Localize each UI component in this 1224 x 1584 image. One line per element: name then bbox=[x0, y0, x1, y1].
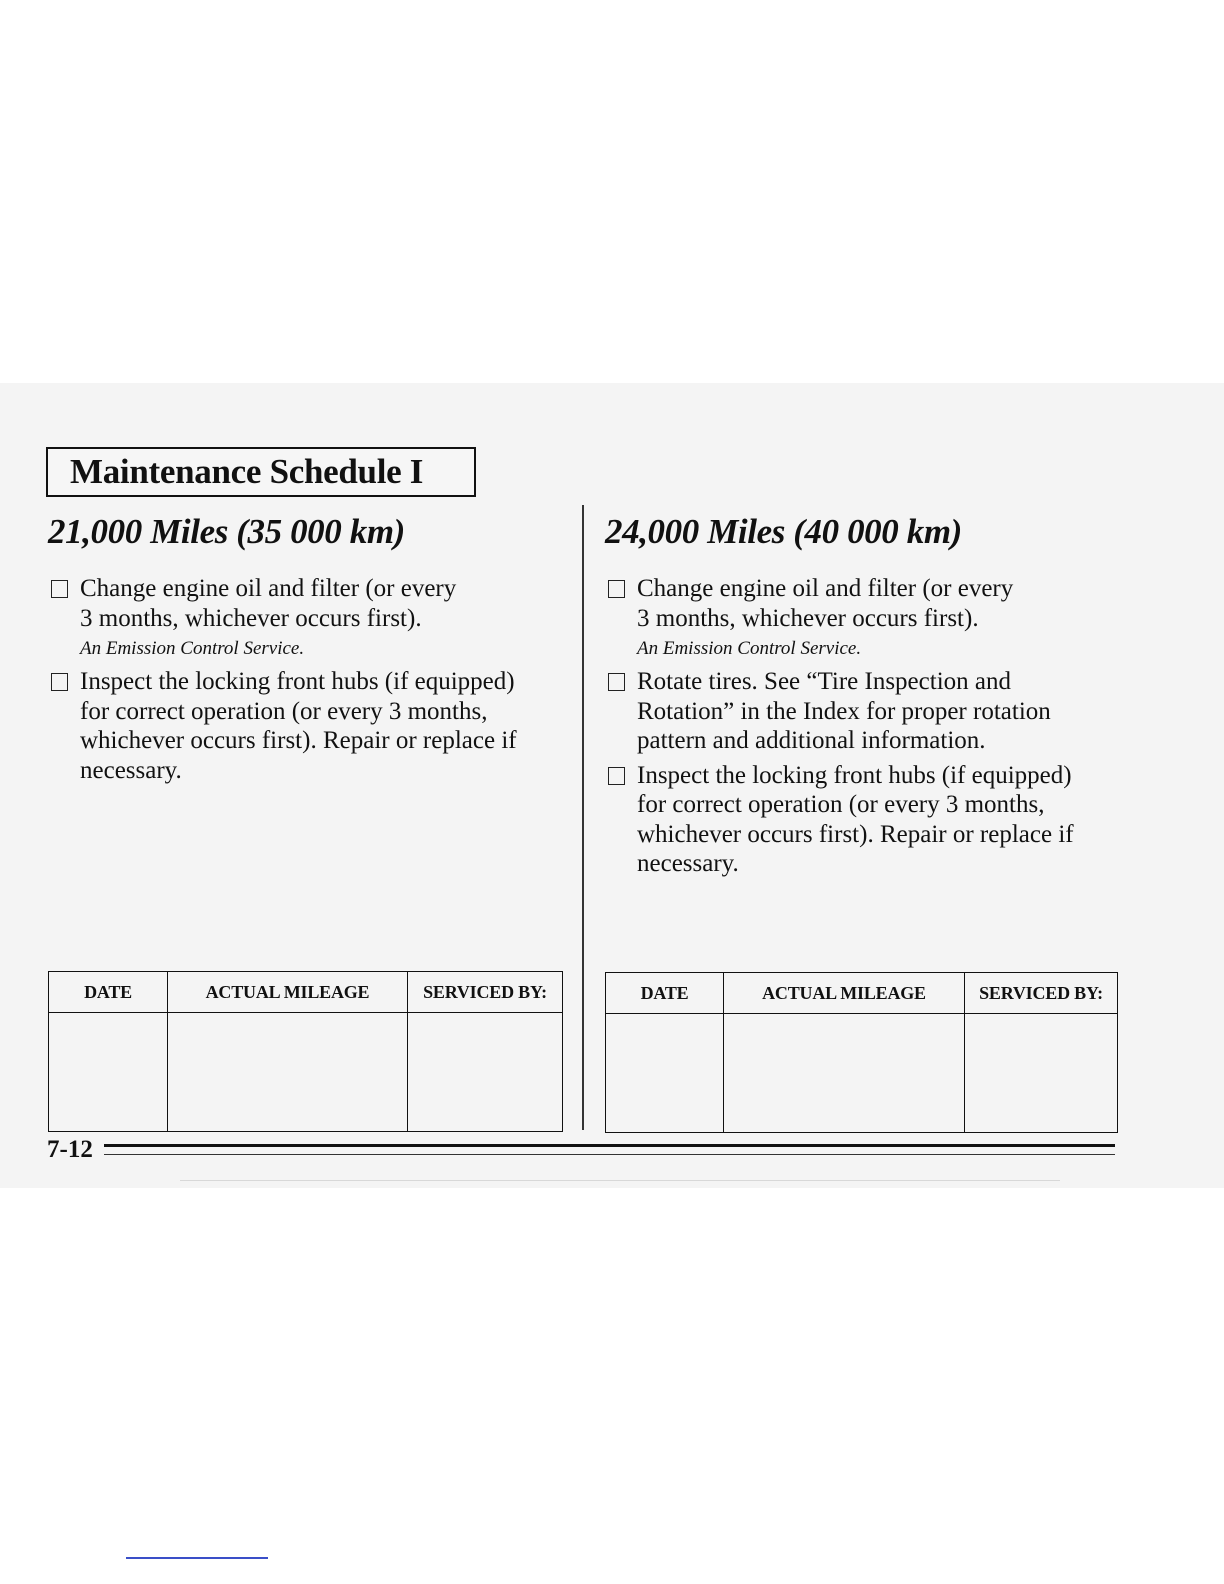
checkbox[interactable] bbox=[608, 673, 625, 691]
service-log-table-21000 bbox=[48, 971, 563, 1132]
serviced-by-cell[interactable] bbox=[408, 1013, 563, 1132]
column-divider bbox=[582, 505, 584, 1130]
checklist-item bbox=[605, 574, 1125, 662]
actual-mileage-header: ACTUAL MILEAGE bbox=[724, 973, 965, 1014]
service-log-table-24000 bbox=[605, 972, 1118, 1133]
checkbox[interactable] bbox=[608, 580, 625, 598]
checklist-item bbox=[605, 667, 1125, 756]
item-text: Inspect the locking front hubs (if equipped) for correct operation (or every 3 months, whichever occurs first). Repair or replace if necessary. bbox=[80, 668, 517, 784]
item-text: Rotate tires. See “Tire Inspection and Rotation” in the Index for proper rotation pattern and additional information. bbox=[637, 668, 1051, 754]
page-number: 7-12 bbox=[47, 1136, 93, 1163]
actual-mileage-cell[interactable] bbox=[724, 1014, 965, 1133]
interval-21000-column bbox=[48, 512, 568, 790]
footer-rule bbox=[104, 1144, 1115, 1147]
serviced-by-header: SERVICED BY: bbox=[408, 972, 563, 1013]
actual-mileage-header: ACTUAL MILEAGE bbox=[168, 972, 408, 1013]
interval-24000-column bbox=[605, 512, 1125, 884]
checklist-item bbox=[48, 667, 568, 785]
checklist-item bbox=[605, 761, 1125, 879]
item-text: Inspect the locking front hubs (if equipped) for correct operation (or every 3 months, whichever occurs first). Repair or replace if necessary. bbox=[637, 761, 1074, 877]
footer-rule-thin bbox=[104, 1154, 1115, 1155]
date-cell[interactable] bbox=[49, 1013, 168, 1132]
checkbox[interactable] bbox=[51, 580, 68, 598]
section-heading-box bbox=[46, 447, 476, 497]
bottom-link-underline[interactable] bbox=[126, 1557, 268, 1559]
item-text: Change engine oil and filter (or every 3 months, whichever occurs first). bbox=[637, 575, 1014, 632]
date-header: DATE bbox=[606, 973, 724, 1014]
checkbox[interactable] bbox=[608, 767, 625, 785]
serviced-by-header: SERVICED BY: bbox=[965, 973, 1118, 1014]
checkbox[interactable] bbox=[51, 673, 68, 691]
interval-title: 21,000 Miles (35 000 km) bbox=[48, 512, 405, 551]
scan-edge-line bbox=[180, 1180, 1060, 1181]
item-text: Change engine oil and filter (or every 3 months, whichever occurs first). bbox=[80, 575, 457, 632]
emission-note: An Emission Control Service. bbox=[80, 638, 305, 659]
serviced-by-cell[interactable] bbox=[965, 1014, 1118, 1133]
interval-title: 24,000 Miles (40 000 km) bbox=[605, 512, 962, 551]
date-cell[interactable] bbox=[606, 1014, 724, 1133]
date-header: DATE bbox=[49, 972, 168, 1013]
actual-mileage-cell[interactable] bbox=[168, 1013, 408, 1132]
checklist-item bbox=[48, 574, 568, 662]
emission-note: An Emission Control Service. bbox=[637, 638, 862, 659]
section-heading: Maintenance Schedule I bbox=[70, 452, 424, 491]
